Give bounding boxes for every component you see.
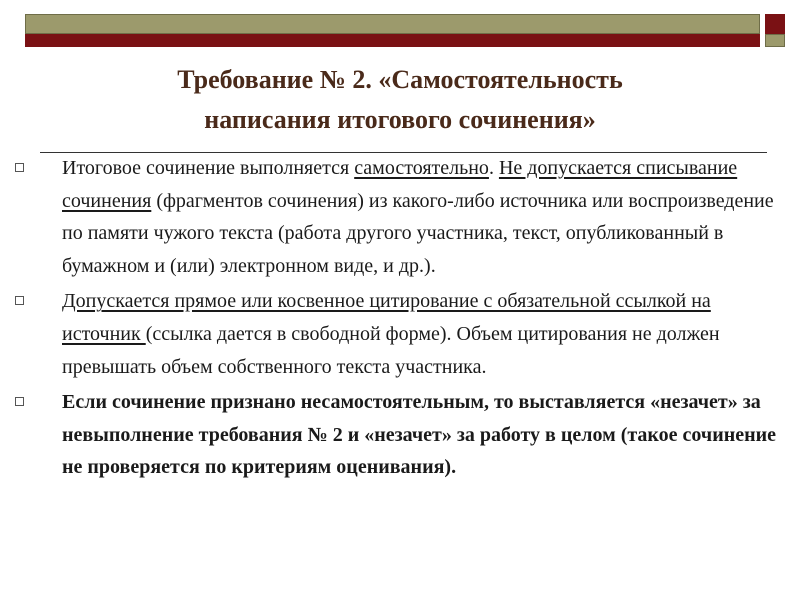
square-bullet-icon <box>15 397 24 406</box>
bullet-1-text-e: (фрагментов сочинения) из какого-либо источника или воспроизведение по памяти чужого текста (работа другого участника, текст, опубликованный в бумажном и (или) электронном виде, и др.). <box>62 189 774 277</box>
bullet-1-text-b: самостоятельно <box>354 157 489 179</box>
bullet-1-text-c: . <box>488 157 499 179</box>
bullet-3-text: Если сочинение признано несамостоятельным, то выставляется «незачет» за невыполнение требования № 2 и «незачет» за работу в целом (такое сочинение не проверяется по критериям оценивания). <box>62 391 777 479</box>
corner-square-olive <box>765 34 785 47</box>
corner-square-red <box>765 14 785 34</box>
bullet-1-text-d: Не допускается списывание сочинения <box>62 157 738 212</box>
bullet-1-text-a: Итоговое сочинение выполняется <box>62 157 355 179</box>
header-bar-olive <box>25 14 760 34</box>
slide-title-line-1: Требование № 2. «Самостоятельность <box>177 65 623 94</box>
slide-title <box>40 60 760 140</box>
header-bar-red <box>25 34 760 47</box>
bullet-item-2 <box>12 285 782 383</box>
bullet-item-3 <box>12 386 782 484</box>
bullet-list <box>12 152 782 487</box>
bullet-2-text-a: Допускается прямое или косвенное цитирование с обязательной ссылкой на источник <box>62 290 711 345</box>
slide-title-line-2: написания итогового сочинения» <box>204 105 596 134</box>
bullet-item-1 <box>12 152 782 282</box>
square-bullet-icon <box>15 296 24 305</box>
square-bullet-icon <box>15 163 24 172</box>
bullet-2-text-b: (ссылка дается в свободной форме). Объем цитирования не должен превышать объем собственного текста участника. <box>62 322 720 378</box>
